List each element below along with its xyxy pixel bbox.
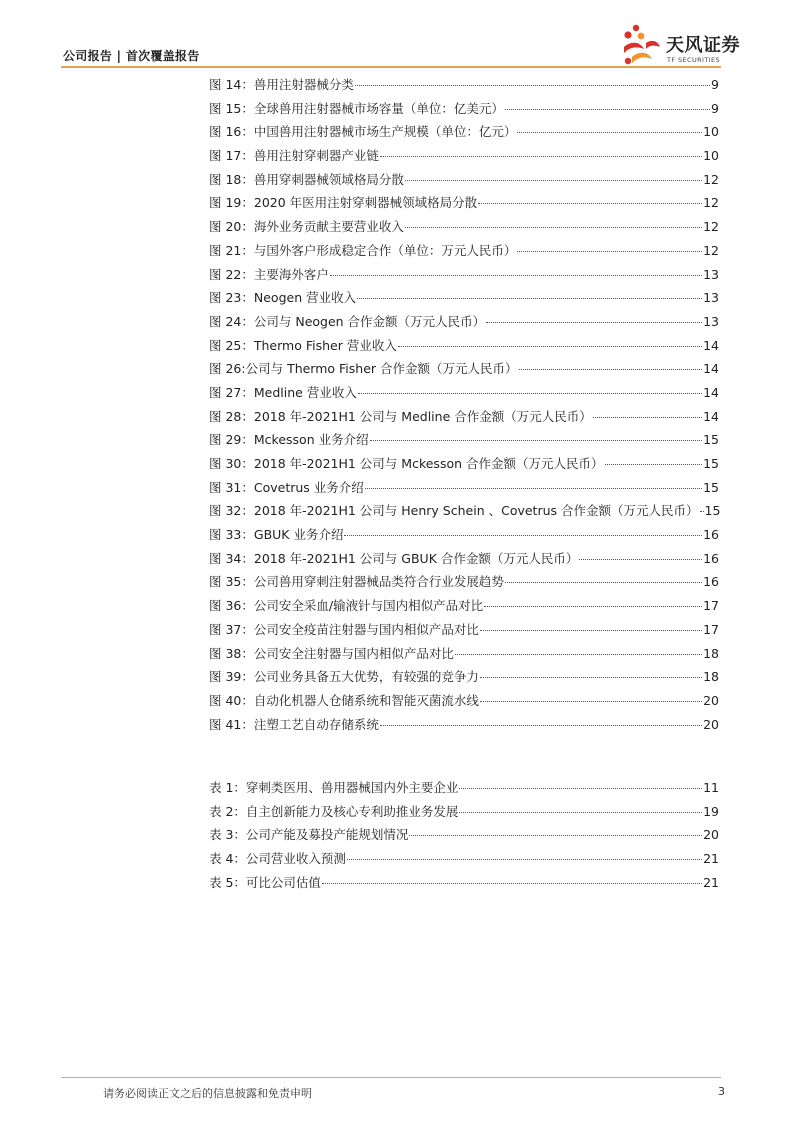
footer-disclaimer: 请务必阅读正文之后的信息披露和免责申明: [103, 1087, 312, 1100]
table-index-entry-label: 表 1：穿刺类医用、兽用器械国内外主要企业: [209, 780, 459, 795]
figure-index-entry[interactable]: [209, 171, 719, 195]
figure-index-entry-label: 图 24：公司与 Neogen 合作金额（万元人民币）: [209, 313, 486, 329]
dot-leader: [593, 417, 702, 418]
figure-index-entry-label: 图 28：2018 年-2021H1 公司与 Medline 合作金额（万元人民币）: [209, 408, 592, 424]
dot-leader: [358, 393, 702, 394]
dot-leader: [605, 464, 703, 465]
figure-index-entry-label: 图 17：兽用注射穿刺器产业链: [209, 148, 379, 164]
figure-index-entry-label: 图 35：公司兽用穿刺注射器械品类符合行业发展趋势: [209, 574, 504, 590]
figure-index-entry-page-number: 9: [711, 100, 719, 116]
dot-leader: [370, 440, 703, 441]
dot-leader: [355, 85, 710, 86]
figure-index-entry-label: 图 40：自动化机器人仓储系统和智能灭菌流水线: [209, 692, 479, 708]
figure-index-entry[interactable]: [209, 266, 719, 290]
table-index-entry-label: 表 2：自主创新能力及核心专利助推业务发展: [209, 803, 459, 819]
figure-index-entry-page-number: 10: [703, 124, 719, 140]
figure-index-entry-label: 图 38：公司安全注射器与国内相似产品对比: [209, 645, 454, 661]
figure-index-entry-label: 图 19：2020 年医用注射穿刺器械领域格局分散: [209, 195, 478, 211]
figure-index-entry-page-number: 14: [703, 337, 719, 353]
table-index-entry-page-number: 19: [703, 803, 719, 819]
figure-index-entry[interactable]: [209, 337, 719, 361]
dot-leader: [344, 535, 702, 536]
figure-index-entry[interactable]: [209, 526, 719, 550]
figure-index-entry[interactable]: [209, 550, 719, 574]
figure-index-entry-label: 图 32：2018 年-2021H1 公司与 Henry Schein 、Covetrus 合作金额（万元人民币）: [209, 503, 699, 519]
figure-index-entry-page-number: 15: [704, 503, 721, 519]
figure-index-entry-label: 图 33：GBUK 业务介绍: [209, 527, 344, 543]
dot-leader: [330, 275, 702, 276]
figure-index-entry[interactable]: [209, 147, 719, 171]
dot-leader: [480, 630, 702, 631]
dot-leader: [700, 511, 704, 512]
figure-index-entry-label: 图 21：与国外客户形成稳定合作（单位：万元人民币）: [209, 242, 517, 258]
figure-index-entry-label: 图 39：公司业务具备五大优势，有较强的竞争力: [209, 669, 479, 685]
dot-leader: [409, 835, 702, 836]
figure-index-entry[interactable]: [209, 408, 719, 432]
figure-index-entry-label: 图 26:公司与 Thermo Fisher 合作金额（万元人民币）: [209, 361, 518, 377]
table-index-entry-page-number: 21: [703, 851, 719, 867]
logo-name-en: TF SECURITIES: [667, 56, 721, 64]
table-index-entry-label: 表 5：可比公司估值: [209, 874, 321, 890]
figure-index-entry-page-number: 16: [703, 574, 719, 590]
dot-leader: [455, 654, 702, 655]
figure-index-entry-page-number: 15: [703, 432, 719, 448]
figure-index-entry[interactable]: [209, 289, 719, 313]
figure-index-entry[interactable]: [209, 597, 719, 621]
figure-index-entry-label: 图 16：中国兽用注射器械市场生产规模（单位：亿元）: [209, 124, 517, 140]
figure-index-entry-page-number: 17: [703, 621, 719, 637]
table-index-entry[interactable]: [209, 826, 719, 850]
figure-index-entry-label: 图 18：兽用穿刺器械领域格局分散: [209, 171, 404, 187]
figure-index-entry-label: 图 34：2018 年-2021H1 公司与 GBUK 合作金额（万元人民币）: [209, 550, 579, 566]
figure-index-entry-label: 图 41：注塑工艺自动存储系统: [209, 716, 379, 732]
figure-index-entry-page-number: 18: [703, 645, 719, 661]
table-index-entry[interactable]: [209, 779, 719, 803]
figure-index-entry[interactable]: [209, 76, 719, 100]
dot-leader: [357, 298, 702, 299]
dot-leader: [505, 582, 702, 583]
dot-leader: [480, 677, 702, 678]
figure-index-entry[interactable]: [209, 194, 719, 218]
figure-index-list: [209, 76, 719, 739]
table-index-entry-label: 表 3：公司产能及募投产能规划情况: [209, 827, 409, 843]
figure-index-entry[interactable]: [209, 692, 719, 716]
figure-index-entry-label: 图 15：全球兽用注射器械市场容量（单位：亿美元）: [209, 100, 504, 116]
dot-leader: [505, 109, 710, 110]
figure-index-entry[interactable]: [209, 668, 719, 692]
figure-index-entry[interactable]: [209, 431, 719, 455]
figure-index-entry[interactable]: [209, 384, 719, 408]
dot-leader: [405, 227, 702, 228]
dot-leader: [380, 156, 702, 157]
figure-index-entry-label: 图 31：Covetrus 业务介绍: [209, 479, 364, 495]
dot-leader: [579, 559, 702, 560]
report-type-label: 公司报告 | 首次覆盖报告: [63, 49, 200, 63]
figure-index-entry[interactable]: [209, 218, 719, 242]
footer-divider: [61, 1077, 721, 1078]
figure-index-entry-label: 图 22：主要海外客户: [209, 266, 329, 282]
dot-leader: [322, 883, 702, 884]
figure-index-entry-page-number: 12: [703, 195, 719, 211]
figure-index-entry-page-number: 15: [703, 456, 719, 471]
figure-index-entry-label: 图 25：Thermo Fisher 营业收入: [209, 337, 397, 353]
dot-leader: [365, 488, 702, 489]
figure-index-entry-page-number: 14: [703, 384, 719, 400]
figure-index-entry[interactable]: [209, 313, 719, 337]
figure-index-entry-label: 图 23：Neogen 营业收入: [209, 290, 357, 306]
dot-leader: [519, 369, 703, 370]
figure-index-entry-page-number: 14: [703, 408, 719, 424]
figure-index-entry-page-number: 12: [703, 242, 719, 258]
figure-index-entry-label: 图 29：Mckesson 业务介绍: [209, 432, 369, 448]
figure-index-entry[interactable]: [209, 455, 719, 479]
dot-leader: [484, 606, 702, 607]
table-index-entry[interactable]: [209, 874, 719, 898]
figure-index-entry[interactable]: [209, 360, 719, 384]
company-logo: [622, 23, 740, 71]
dot-leader: [478, 203, 702, 204]
figure-index-entry-label: 图 30：2018 年-2021H1 公司与 Mckesson 合作金额（万元人民币）: [209, 456, 604, 471]
figure-index-entry-page-number: 10: [703, 148, 719, 164]
figure-index-entry-page-number: 12: [703, 219, 719, 235]
page-number: 3: [718, 1085, 725, 1098]
dot-leader: [459, 788, 702, 789]
figure-index-entry[interactable]: [209, 645, 719, 669]
figure-index-entry-page-number: 9: [711, 77, 719, 92]
figure-index-entry[interactable]: [209, 123, 719, 147]
figure-index-entry-page-number: 12: [703, 171, 719, 187]
figure-index-entry-page-number: 20: [703, 692, 719, 708]
table-index-entry[interactable]: [209, 803, 719, 827]
table-index-entry-page-number: 11: [703, 780, 719, 795]
figure-index-entry-page-number: 13: [703, 313, 719, 329]
dot-leader: [347, 859, 702, 860]
figure-index-entry[interactable]: [209, 100, 719, 124]
figure-index-entry-label: 图 27：Medline 营业收入: [209, 384, 357, 400]
figure-index-entry-label: 图 36：公司安全采血/输液针与国内相似产品对比: [209, 598, 484, 614]
figure-index-entry-label: 图 14：兽用注射器械分类: [209, 77, 354, 92]
dot-leader: [405, 180, 702, 181]
dot-leader: [459, 812, 702, 813]
table-index-entry-label: 表 4：公司营业收入预测: [209, 851, 346, 867]
figure-index-entry[interactable]: [209, 716, 719, 740]
table-index-list: [209, 779, 719, 897]
figure-index-entry-page-number: 13: [703, 266, 719, 282]
figure-index-entry[interactable]: [209, 573, 719, 597]
figure-index-entry[interactable]: [209, 621, 719, 645]
figure-index-entry-page-number: 14: [703, 361, 719, 377]
table-index-entry-page-number: 21: [703, 874, 719, 890]
figure-index-entry-page-number: 16: [703, 527, 719, 543]
dot-leader: [517, 132, 702, 133]
figure-index-entry-page-number: 13: [703, 290, 719, 306]
logo-name-cn: 天风证券: [666, 35, 740, 56]
figure-index-entry-label: 图 37：公司安全疫苗注射器与国内相似产品对比: [209, 621, 479, 637]
dot-leader: [398, 346, 702, 347]
figure-index-entry-page-number: 20: [703, 716, 719, 732]
dot-leader: [380, 725, 702, 726]
table-index-entry[interactable]: [209, 850, 719, 874]
dot-leader: [517, 251, 702, 252]
figure-index-entry[interactable]: [209, 242, 719, 266]
figure-index-entry[interactable]: [209, 479, 719, 503]
figure-index-entry-page-number: 17: [703, 598, 719, 614]
figure-index-entry[interactable]: [209, 502, 719, 526]
figure-index-entry-page-number: 18: [703, 669, 719, 685]
figure-index-entry-label: 图 20：海外业务贡献主要营业收入: [209, 219, 404, 235]
table-index-entry-page-number: 20: [703, 827, 719, 843]
dot-leader: [480, 701, 702, 702]
tf-securities-logo-icon: [622, 23, 662, 69]
figure-index-entry-page-number: 16: [703, 550, 719, 566]
dot-leader: [486, 322, 702, 323]
figure-index-entry-page-number: 15: [703, 479, 719, 495]
header-divider: [61, 66, 721, 68]
